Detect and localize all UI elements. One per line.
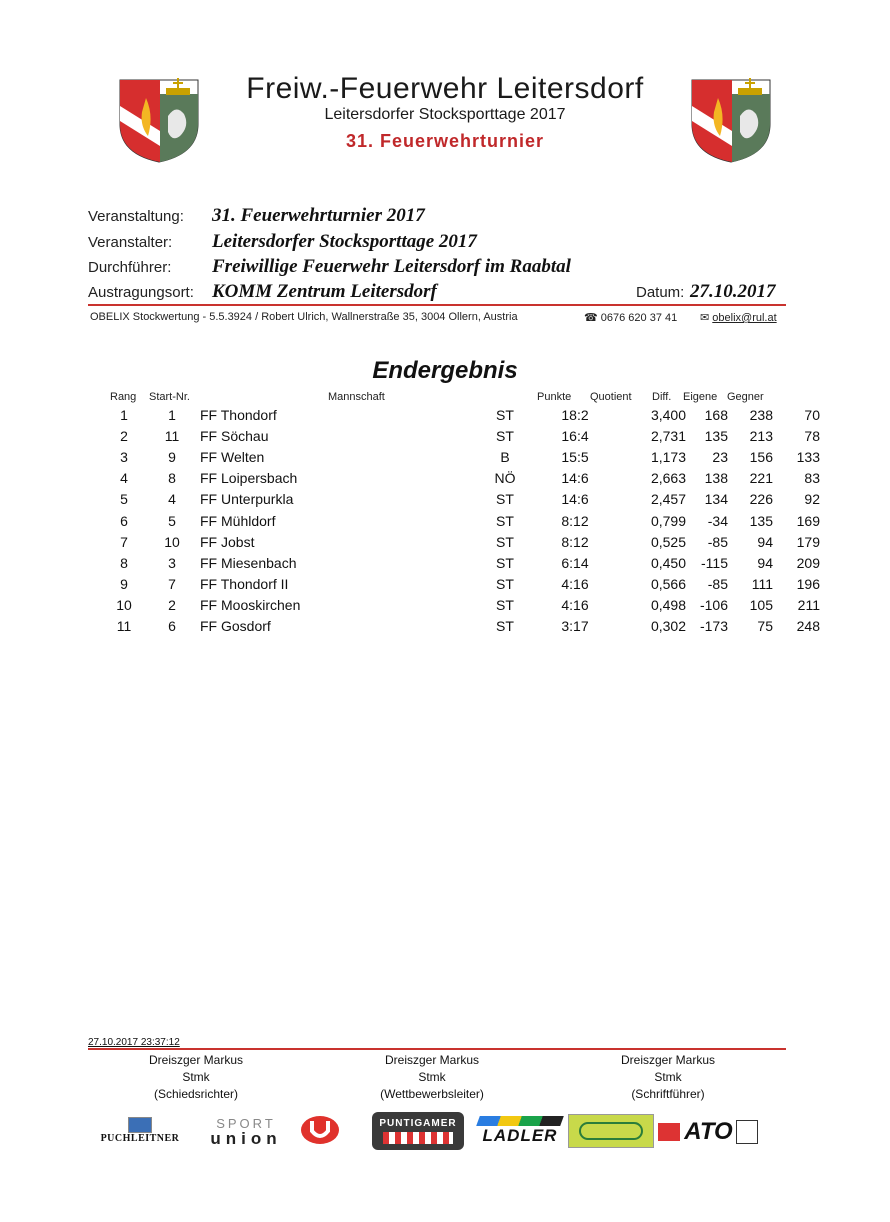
table-row <box>100 489 820 510</box>
official-1 <box>96 1052 296 1103</box>
cell-punkte: 8:12 <box>561 533 589 550</box>
sponsor-ladler-logo: LADLER <box>474 1114 566 1148</box>
results-table <box>100 404 820 637</box>
cell-land: ST <box>496 427 514 444</box>
veranstaltung-value: 31. Feuerwehrturnier 2017 <box>212 205 425 226</box>
cell-team: FF Mooskirchen <box>200 597 301 614</box>
veranstalter-value: Leitersdorfer Stocksporttage 2017 <box>212 231 477 252</box>
cell-eigene: 238 <box>749 406 773 423</box>
cell-gegner: 92 <box>804 491 820 508</box>
official-3 <box>568 1052 768 1103</box>
cell-quotient: 2,457 <box>650 491 686 508</box>
cell-rang: 7 <box>120 533 128 550</box>
cell-start: 2 <box>168 597 176 614</box>
col-header-diff: Diff. <box>652 391 672 403</box>
house-icon <box>128 1117 152 1133</box>
cell-team: FF Miesenbach <box>200 554 297 571</box>
cell-land: ST <box>496 597 514 614</box>
cell-eigene: 94 <box>757 533 773 550</box>
cell-land: ST <box>496 576 514 593</box>
cell-team: FF Mühldorf <box>200 512 276 529</box>
print-timestamp: 27.10.2017 23:37:12 <box>88 1037 180 1048</box>
table-row <box>100 531 820 552</box>
cell-start: 5 <box>168 512 176 529</box>
cell-land: ST <box>496 554 514 571</box>
cell-rang: 1 <box>120 406 128 423</box>
envelope-icon: ✉ <box>700 312 710 324</box>
cell-punkte: 14:6 <box>561 470 589 487</box>
leaf-badge-icon <box>579 1122 643 1140</box>
official-name: Dreiszger Markus <box>384 1053 480 1067</box>
cell-start: 11 <box>164 427 180 444</box>
cell-start: 10 <box>164 533 180 550</box>
table-row <box>100 468 820 489</box>
cell-diff: 135 <box>704 427 728 444</box>
cell-start: 3 <box>168 554 176 571</box>
col-header-eigene: Eigene <box>683 391 718 403</box>
cell-quotient: 2,663 <box>650 470 686 487</box>
cell-eigene: 75 <box>757 618 773 635</box>
cell-rang: 5 <box>120 491 128 508</box>
cell-quotient: 0,525 <box>650 533 686 550</box>
sponsor-puntigamer-logo: PUNTIGAMER <box>372 1112 464 1150</box>
col-header-rang: Rang <box>110 391 137 403</box>
software-credit: OBELIX Stockwertung - 5.5.3924 / Robert Ulrich, Wallnerstraße 35, 3004 Ollern, Austria <box>90 311 518 323</box>
cell-punkte: 4:16 <box>561 597 589 614</box>
cell-diff: 138 <box>704 470 728 487</box>
cell-punkte: 15:5 <box>561 448 589 465</box>
cell-gegner: 169 <box>796 512 820 529</box>
table-row <box>100 552 820 573</box>
cell-eigene: 213 <box>749 427 773 444</box>
cell-quotient: 3,400 <box>650 406 686 423</box>
cell-gegner: 83 <box>804 470 820 487</box>
cell-diff: -34 <box>707 512 728 529</box>
checkered-band-icon <box>383 1132 453 1144</box>
cell-land: ST <box>496 512 514 529</box>
datum-label: Datum: <box>636 284 685 301</box>
cell-punkte: 6:14 <box>561 554 589 571</box>
cell-rang: 3 <box>120 448 128 465</box>
footer-divider <box>88 1048 786 1050</box>
table-row <box>100 616 820 637</box>
cell-rang: 6 <box>120 512 128 529</box>
page-subtitle: Leitersdorfer Stocksporttage 2017 <box>324 106 566 123</box>
veranstalter-label: Veranstalter: <box>88 234 173 251</box>
cell-punkte: 3:17 <box>561 618 589 635</box>
cell-team: FF Welten <box>200 448 265 465</box>
cell-land: B <box>500 448 510 465</box>
cell-land: ST <box>496 406 514 423</box>
table-row <box>100 446 820 467</box>
cell-diff: -106 <box>699 597 728 614</box>
results-heading: Endergebnis <box>372 357 518 384</box>
cell-punkte: 16:4 <box>561 427 589 444</box>
table-row <box>100 595 820 616</box>
cell-diff: -85 <box>707 576 728 593</box>
color-stripes-icon <box>476 1116 564 1126</box>
col-header-punkte: Punkte <box>537 391 572 403</box>
cell-start: 6 <box>168 618 176 635</box>
table-row <box>100 425 820 446</box>
durchfuehrer-label: Durchführer: <box>88 259 172 276</box>
cell-team: FF Thondorf <box>200 406 277 423</box>
cell-start: 7 <box>168 576 176 593</box>
official-region: Stmk <box>418 1070 446 1084</box>
cell-gegner: 196 <box>796 576 820 593</box>
cell-punkte: 4:16 <box>561 576 589 593</box>
cell-diff: -85 <box>707 533 728 550</box>
cell-land: ST <box>496 491 514 508</box>
cell-gegner: 248 <box>796 618 820 635</box>
cell-diff: 23 <box>712 448 728 465</box>
col-header-start: Start-Nr. <box>149 391 190 403</box>
cell-eigene: 221 <box>749 470 773 487</box>
cell-land: NÖ <box>494 470 516 487</box>
phone-number: 0676 620 37 41 <box>600 312 678 324</box>
cell-gegner: 209 <box>796 554 820 571</box>
table-row <box>100 574 820 595</box>
cell-gegner: 70 <box>804 406 820 423</box>
parts-badge-icon <box>736 1120 758 1144</box>
cell-quotient: 0,302 <box>650 618 686 635</box>
cell-gegner: 78 <box>804 427 820 444</box>
cell-start: 4 <box>168 491 176 508</box>
page-title: Freiw.-Feuerwehr Leitersdorf <box>246 72 644 105</box>
header-divider <box>88 304 786 306</box>
cell-diff: 134 <box>704 491 728 508</box>
sponsor-ato-logo: ATO <box>656 1114 760 1150</box>
austragungsort-label: Austragungsort: <box>88 284 194 301</box>
austragungsort-value: KOMM Zentrum Leitersdorf <box>212 281 437 302</box>
cell-eigene: 156 <box>749 448 773 465</box>
cell-diff: -115 <box>701 554 728 571</box>
cell-diff: 168 <box>704 406 728 423</box>
official-name: Dreiszger Markus <box>148 1053 244 1067</box>
cell-eigene: 94 <box>757 554 773 571</box>
table-row <box>100 404 820 425</box>
cell-team: FF Loipersbach <box>200 470 298 487</box>
official-name: Dreiszger Markus <box>620 1053 716 1067</box>
cell-gegner: 179 <box>796 533 820 550</box>
cell-rang: 9 <box>120 576 128 593</box>
cell-start: 9 <box>168 448 176 465</box>
cell-punkte: 8:12 <box>561 512 589 529</box>
official-role: (Schriftführer) <box>631 1087 705 1101</box>
official-role: (Wettbewerbsleiter) <box>380 1087 484 1101</box>
sponsor-puchleitner-logo: PUCHLEITNER <box>92 1114 188 1146</box>
sponsor-sport-union-logo: SPORT union <box>210 1116 282 1148</box>
phone-icon: ☎ <box>584 312 598 324</box>
cell-start: 8 <box>168 470 176 487</box>
email-link[interactable]: obelix@rul.at <box>712 312 777 324</box>
cell-rang: 8 <box>120 554 128 571</box>
phone-contact <box>584 311 677 324</box>
car-icon <box>658 1123 680 1141</box>
cell-punkte: 18:2 <box>561 406 589 423</box>
durchfuehrer-value: Freiwillige Feuerwehr Leitersdorf im Raabtal <box>212 256 571 277</box>
cell-quotient: 0,799 <box>650 512 686 529</box>
cell-quotient: 0,498 <box>650 597 686 614</box>
cell-gegner: 211 <box>797 597 820 614</box>
cell-eigene: 135 <box>749 512 773 529</box>
cell-eigene: 226 <box>749 491 773 508</box>
official-role: (Schiedsrichter) <box>153 1087 239 1101</box>
cell-team: FF Jobst <box>200 533 255 550</box>
cell-quotient: 1,173 <box>650 448 686 465</box>
cell-quotient: 0,450 <box>650 554 686 571</box>
cell-punkte: 14:6 <box>561 491 589 508</box>
cell-quotient: 2,731 <box>650 427 686 444</box>
cell-start: 1 <box>168 406 176 423</box>
event-name: 31. Feuerwehrturnier <box>345 131 545 151</box>
veranstaltung-label: Veranstaltung: <box>88 208 184 225</box>
email-contact <box>700 311 777 324</box>
union-u-icon <box>300 1115 340 1145</box>
cell-rang: 10 <box>116 597 132 614</box>
cell-gegner: 133 <box>796 448 820 465</box>
col-header-gegner: Gegner <box>727 391 764 403</box>
table-row <box>100 510 820 531</box>
cell-quotient: 0,566 <box>650 576 686 593</box>
datum-value: 27.10.2017 <box>690 281 776 302</box>
cell-team: FF Thondorf II <box>200 576 289 593</box>
col-header-team: Mannschaft <box>328 391 385 403</box>
cell-diff: -173 <box>699 618 728 635</box>
cell-team: FF Gosdorf <box>200 618 271 635</box>
official-region: Stmk <box>182 1070 210 1084</box>
cell-rang: 2 <box>120 427 128 444</box>
cell-rang: 11 <box>116 618 132 635</box>
cell-team: FF Unterpurkla <box>200 491 294 508</box>
cell-team: FF Söchau <box>200 427 269 444</box>
col-header-quotient: Quotient <box>590 391 632 403</box>
cell-land: ST <box>496 533 514 550</box>
sponsor-green-logo <box>568 1114 654 1148</box>
official-region: Stmk <box>654 1070 682 1084</box>
cell-land: ST <box>496 618 514 635</box>
cell-rang: 4 <box>120 470 128 487</box>
official-2 <box>332 1052 532 1103</box>
cell-eigene: 111 <box>751 576 773 593</box>
cell-eigene: 105 <box>749 597 773 614</box>
